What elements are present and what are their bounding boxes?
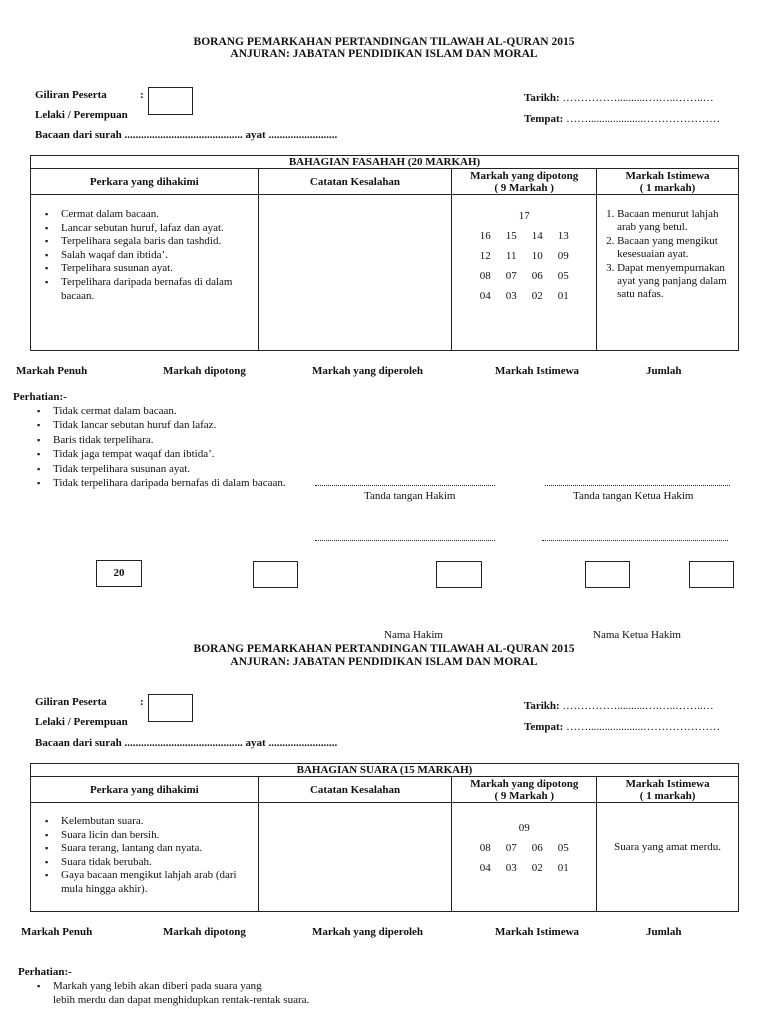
form1-gender-label: Lelaki / Perempuan	[35, 109, 128, 121]
form1-bacaan-line[interactable]: Bacaan dari surah ........................................... ayat .........................	[35, 129, 338, 141]
nama-ketua-line[interactable]	[542, 540, 728, 541]
form1-col-dipotong-l2: ( 9 Markah )	[494, 181, 554, 194]
mark-option[interactable]: 01	[557, 862, 569, 874]
form1-col-dipotong-l1: Markah yang dipotong	[470, 169, 579, 182]
list-item	[37, 979, 309, 1008]
form2-bacaan-line[interactable]: Bacaan dari surah ........................................... ayat .........................	[35, 737, 338, 749]
sign-hakim-line[interactable]	[315, 485, 495, 486]
form2-special-text: Suara yang amat merdu.	[614, 841, 722, 853]
form2-tarikh[interactable]	[524, 700, 714, 712]
mark-option[interactable]: 03	[505, 862, 517, 874]
form2-col-dipotong-l1: Markah yang dipotong	[470, 777, 579, 790]
form1-summary-penuh: Markah Penuh	[16, 365, 88, 377]
sign-hakim-label: Tanda tangan Hakim	[364, 490, 456, 502]
jumlah-box[interactable]	[689, 561, 734, 588]
form1-score-table	[30, 155, 739, 351]
list-item: ▪ Tidak terpelihara daripada bernafas di dalam bacaan.	[37, 476, 286, 490]
list-item: ▪ Terpelihara segala baris dan tashdid.	[61, 235, 258, 249]
form1-col-perkara: Perkara yang dihakimi	[31, 169, 259, 195]
mark-option[interactable]: 15	[505, 230, 517, 242]
form1-giliran-colon: :	[140, 89, 144, 101]
dipotong-box[interactable]	[253, 561, 298, 588]
list-item: ▪ Suara terang, lantang dan nyata.	[61, 842, 258, 856]
form1-section-title: BAHAGIAN FASAHAH (20 MARKAH)	[31, 156, 739, 169]
form2-giliran-colon: :	[140, 696, 144, 708]
form1-summary-istimewa: Markah Istimewa	[495, 365, 580, 377]
mark-option[interactable]: 02	[531, 862, 543, 874]
list-item: ▪ Terpelihara susunan ayat.	[61, 262, 258, 276]
mark-option[interactable]: 07	[505, 270, 517, 282]
sign-ketua-line[interactable]	[545, 485, 730, 486]
form1-col-istimewa-l1: Markah Istimewa	[625, 169, 710, 182]
form1-title: BORANG PEMARKAHAN PERTANDINGAN TILAWAH AL-QURAN 2015	[193, 36, 575, 48]
form2-score-table	[30, 763, 739, 912]
form1-col-istimewa	[597, 169, 739, 195]
form1-catatan-cell[interactable]	[258, 195, 452, 351]
mark-option[interactable]: 11	[505, 250, 517, 262]
form2-tarikh-dots: ……………..........….…..……..…	[562, 700, 714, 712]
form1-marks-cell[interactable]	[452, 195, 597, 351]
form1-tarikh-dots: ……………..........….…..……..…	[562, 92, 714, 104]
list-item: ▪ Tidak lancar sebutan huruf dan lafaz.	[37, 418, 286, 432]
form1-giliran-label: Giliran Peserta	[35, 89, 107, 101]
form2-giliran-input[interactable]	[148, 694, 193, 722]
mark-option[interactable]: 02	[531, 290, 543, 302]
mark-option[interactable]: 08	[479, 270, 491, 282]
form2-tempat[interactable]	[524, 721, 720, 733]
list-item: ▪ Tidak terpelihara susunan ayat.	[37, 462, 286, 476]
form1-tarikh-label: Tarikh:	[524, 92, 560, 104]
form2-perhatian-label: Perhatian:-	[18, 966, 72, 978]
nama-hakim-line[interactable]	[315, 540, 495, 541]
form2-criteria-cell	[31, 803, 259, 912]
list-item: ▪ Suara tidak berubah.	[61, 856, 258, 870]
form1-summary-dipotong: Markah dipotong	[163, 365, 246, 377]
list-item: ▪ Salah waqaf dan ibtida’.	[61, 249, 258, 263]
mark-option[interactable]: 12	[479, 250, 491, 262]
mark-option[interactable]: 03	[505, 290, 517, 302]
mark-option[interactable]: 10	[531, 250, 543, 262]
diperoleh-box[interactable]	[436, 561, 482, 588]
mark-option[interactable]: 01	[557, 290, 569, 302]
form2-tarikh-label: Tarikh:	[524, 700, 560, 712]
form1-summary-diperoleh: Markah yang diperoleh	[312, 365, 424, 377]
form2-col-dipotong	[452, 777, 597, 803]
form2-summary-diperoleh: Markah yang diperoleh	[312, 926, 424, 938]
list-item: ▪ Baris tidak terpelihara.	[37, 433, 286, 447]
form2-col-istimewa-l2: ( 1 markah)	[639, 789, 696, 802]
mark-option[interactable]: 08	[479, 842, 491, 854]
form1-criteria-cell	[31, 195, 259, 351]
form2-section-title: BAHAGIAN SUARA (15 MARKAH)	[31, 764, 739, 777]
form2-col-istimewa	[597, 777, 739, 803]
form2-summary-penuh: Markah Penuh	[21, 926, 93, 938]
form2-title: BORANG PEMARKAHAN PERTANDINGAN TILAWAH AL-QURAN 2015	[193, 643, 575, 655]
form1-tempat-label: Tempat:	[524, 113, 564, 125]
form2-catatan-cell[interactable]	[258, 803, 452, 912]
form2-tempat-dots: ……....................…………………	[566, 721, 721, 733]
mark-option[interactable]: 05	[557, 842, 569, 854]
form2-col-istimewa-l1: Markah Istimewa	[625, 777, 710, 790]
mark-option[interactable]: 04	[479, 290, 491, 302]
form2-perhatian-line2: lebih merdu dan dapat menghidupkan rentak-rentak suara.	[53, 994, 310, 1007]
list-item: ▪ Suara licin dan bersih.	[61, 829, 258, 843]
list-item: ▪ Lancar sebutan huruf, lafaz dan ayat.	[61, 222, 258, 236]
mark-option[interactable]: 14	[531, 230, 543, 242]
mark-option[interactable]: 09	[557, 250, 569, 262]
form2-summary-jumlah: Jumlah	[646, 926, 682, 938]
form2-summary-dipotong: Markah dipotong	[163, 926, 246, 938]
form2-giliran-label: Giliran Peserta	[35, 696, 107, 708]
mark-option[interactable]: 13	[557, 230, 569, 242]
form1-tarikh[interactable]	[524, 92, 714, 104]
form1-col-catatan: Catatan Kesalahan	[258, 169, 452, 195]
form2-tempat-label: Tempat:	[524, 721, 564, 733]
list-item: ▪ Cermat dalam bacaan.	[61, 208, 258, 222]
list-item: ▪ Tidak jaga tempat waqaf dan ibtida’.	[37, 447, 286, 461]
form1-summary-jumlah: Jumlah	[646, 365, 682, 377]
form2-col-catatan: Catatan Kesalahan	[258, 777, 452, 803]
mark-option[interactable]: 06	[531, 842, 543, 854]
form2-perhatian-list	[37, 979, 309, 1008]
form2-subtitle: ANJURAN: JABATAN PENDIDIKAN ISLAM DAN MORAL	[230, 656, 538, 668]
list-item: 3. Dapat menyempurnakan ayat yang panjang dalam satu nafas.	[617, 262, 732, 302]
mark-option[interactable]: 04	[479, 862, 491, 874]
form1-col-istimewa-l2: ( 1 markah)	[639, 181, 696, 194]
full-mark-box: 20	[96, 560, 142, 587]
list-item: ▪ Gaya bacaan mengikut lahjah arab (dari mula hingga akhir).	[61, 869, 258, 896]
form1-perhatian-label: Perhatian:-	[13, 391, 67, 403]
list-item: 2. Bacaan yang mengikut kesesuaian ayat.	[617, 235, 732, 262]
nama-hakim-label: Nama Hakim	[384, 629, 443, 641]
form2-gender-label: Lelaki / Perempuan	[35, 716, 128, 728]
mark-option[interactable]: 16	[479, 230, 491, 242]
form1-col-dipotong	[452, 169, 597, 195]
list-item: ▪ Terpelihara daripada bernafas di dalam bacaan.	[61, 276, 258, 303]
mark-option[interactable]: 06	[531, 270, 543, 282]
list-item: ▪ Tidak cermat dalam bacaan.	[37, 404, 286, 418]
form2-perhatian-line1: Markah yang lebih akan diberi pada suara yang	[53, 980, 262, 992]
istimewa-box[interactable]	[585, 561, 630, 588]
form2-col-dipotong-l2: ( 9 Markah )	[494, 789, 555, 802]
form1-special-cell[interactable]	[597, 195, 739, 351]
list-item: ▪ Kelembutan suara.	[61, 815, 258, 829]
form1-mark-top[interactable]: 17	[518, 210, 530, 222]
form2-marks-cell[interactable]	[452, 803, 597, 912]
list-item: 1. Bacaan menurut lahjah arab yang betul.	[617, 208, 732, 235]
sign-ketua-label: Tanda tangan Ketua Hakim	[573, 490, 694, 502]
form2-col-perkara: Perkara yang dihakimi	[31, 777, 259, 803]
form1-perhatian-list	[37, 404, 286, 490]
form2-summary-istimewa: Markah Istimewa	[495, 926, 580, 938]
mark-option[interactable]: 05	[557, 270, 569, 282]
mark-option[interactable]: 07	[505, 842, 517, 854]
form2-mark-top[interactable]: 09	[518, 822, 530, 834]
form1-subtitle: ANJURAN: JABATAN PENDIDIKAN ISLAM DAN MORAL	[230, 48, 538, 60]
form1-giliran-input[interactable]	[148, 87, 193, 115]
form2-special-cell[interactable]	[597, 803, 739, 912]
form1-tempat[interactable]	[524, 113, 720, 125]
nama-ketua-label: Nama Ketua Hakim	[593, 629, 681, 641]
form1-tempat-dots: ……....................…………………	[566, 113, 721, 125]
